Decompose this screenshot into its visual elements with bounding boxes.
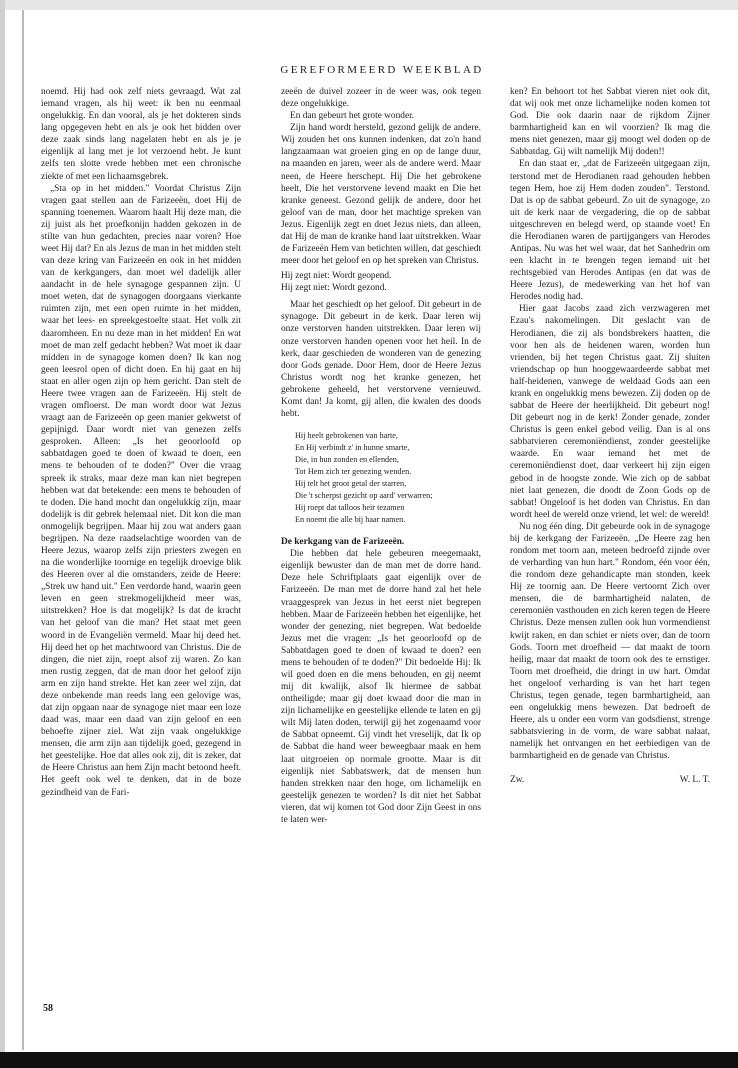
psalm-verse: [295, 430, 481, 526]
verse-line: Tot Hem zich ter genezing wenden.: [295, 467, 412, 477]
verse-line: Die 't scherpst gezicht op aard' verwarren;: [295, 491, 433, 501]
verse-line: Hij roept dat talloos heir tezamen: [295, 503, 405, 513]
page-number: 58: [43, 1003, 53, 1014]
scan-gutter-line: [22, 10, 24, 1050]
signature-line: [510, 774, 710, 786]
paragraph: noemd. Hij had ook zelf niets gevraagd. Wat zal iemand vragen, als hij weet: ik ben nu eenmaal ongelukkig. En dan vooral, als je het dokteren sinds lang opgegeven hebt en als je ook het bidden over deze zaak sinds lang nagelaten hebt en als je je eigenlijk al lang met je lot verzoend hebt. Je kunt zelfs ten slotte vrede hebben met een chronische ziekte of met een lichaamsgebrek.: [41, 87, 241, 182]
paragraph: Zijn hand wordt hersteld, gezond gelijk de andere. Wij zouden het ons kunnen indenken, dat zo'n hand langzaamaan wat groeien ging en op de lange duur, na maanden en jaren, weer als de andere werd. Maar neen, de Heere herschept. Hij Die het gebrokene heelt, Die het verstorvene levend maakt en Die het kranke geneest. Gezond gelijk de andere, door het geloof van de man, door het machtige spreken van Jezus. Eigenlijk zegt en doet Jezus niets, dan alleen, dat Hij de man de kranke hand laat uitstrekken. Waar de Farizeeën Hem van betichten willen, dat geschiedt meer door het geloof en op het spreken van Christus.: [281, 123, 481, 267]
verse-line: En noemt die alle bij haar namen.: [295, 515, 406, 525]
quote-line: Hij zegt niet: Wordt geopend.: [281, 271, 392, 282]
paragraph: Hier gaat Jacobs zaad zich verzwageren met Ezau's nakomelingen. Dit geslacht van de Herodianen, die zij als bondsbrekers haatten, die voor hen als de heidenen waren, worden hun vrienden, bij het tegen Christus gaat. Zij sluiten vriendschap op hun hooggewaardeerde sabbat met half-heidenen, vanwege de weldaad Gods aan een krank en ongelukkig mens bewezen. Zij doden op de sabbat de Heere der heerlijkheid. Dit gebeurt nog! Dit gebeurt nog in de kerk! Zonder genade, zonder Christus is geen enkel gebod veilig. Dan is al ons sabbatvieren ceremoniëndienst, zonder geestelijke waarde. En waar iemand het met de ceremoniëndienst doet, daar verkeert hij zijn eigen gebod in de hoogste zonde. Wie zich op de sabbat niet laat genezen, die doodt de Zoon Gods op de sabbat! Ongeloof is het doden van Christus. En dan wordt heel de wereld onze vriend, let wel: de wereld!: [510, 304, 710, 520]
paragraph: „Sta op in het midden." Voordat Christus Zijn vragen gaat stellen aan de Farizeeën, doet Hij de spanning toenemen. Waarom haalt Hij deze man, die zij juist als het proefkonijn hadden gekozen in de stilte van hun gedachten, precies naar voren? Hoe weet Hij dat? En als Jezus de man in het midden stelt van deze kring van Farizeeën en ook in het midden van de kerkgangers, dan moet wel dadelijk aller aandacht in de hele synagoge gespannen zijn. U moet weten, dat de synagogen doorgaans vierkante ruimten zijn, met een open ruimte in het midden, waar het lees- en spreekgestoelte staat. Het volk zit daaromheen. En nu deze man in het midden! En wat moet de man zelf gedacht hebben? Wat moet ik daar midden in de synagoge komen doen? Ik kan nog geen leesrol open of dicht doen. En hij gaat en hij staat en aller ogen zijn op hem gericht. Dan stelt de Heere twee vragen aan de Farizeeën. Hij stelt de vragen omfloerst. De man wordt door wat Jezus vraagt aan de Farizeeën op geen manier gekwetst of gepijnigd. Daar wordt niet van genezen zelfs gesproken. Alleen: „Is het geoorloofd op sabbatdagen goed te doen of kwaad te doen, een mens te behouden of te doden?" Over die vraag spreek ik straks, maar deze man kan niet begrepen hebben wat dat betekende: een mens te behouden of te doden. Die hand mocht dan ongelukkig zijn, maar dodelijk is dit gebrek helemaal niet. Dit kon die man onmogelijk begrijpen. Maar hij zou wat anders gaan begrijpen. Na deze raadselachtige woorden van de Heere Jezus, waarop zelfs zijn priesters zwegen en na die wonderlijke toornige en tegelijk droevige blik des Heeren over al die omstanders, zeide de Heere: „Strek uw hand uit." Een verdorde hand, waarin geen leven en geen strekmogelijkheid meer was, uitstrekken? Hoe is dat mogelijk? Is dat de kracht van het geloof van die man? Het staat met geen woord in de Evangeliën vermeld. Maar hij deed het. Hij deed het op het machtwoord van Christus. Die de dingen, die niet zijn, roept alsof zij waren. Zo kan men rustig zeggen, dat de man door het geloof zijn arm en zijn hand strekte. Het kan zeer wel zijn, dat deze onbekende man reeds lang een gelovige was, dat zijn opgaan naar de synagoge niet maar een loze daad was, maar een daad van zijn geloof en een behoefte zijner ziel. Wat zijn vaak ongelukkige mensen, die arm zijn aan tijdelijk goed, gezegend in het geestelijke. Hoe dat alles ook zij, dit is zeker, dat de Heere Christus aan hem Zijn macht betoond heeft. Het geeft ook wel te denken, dat in de boze gezindheid van de Fari-: [41, 183, 241, 798]
paragraph: Die hebben dat hele gebeuren meegemaakt, eigenlijk bewuster dan de man met de dorre hand. Deze hele Schriftplaats gaat eigenlijk over de Farizeeën. De man met de dorre hand zal het hele vraaggesprek van Jezus in het eerst niet begrepen hebben. Maar de Farizeeën hebben het eigenlijke, het wonder der genezing, niet begrepen. Wat bedoelde Jezus met die vragen: „Is het geoorloofd op de Sabbatdagen goed te doen of kwaad te doen? een mens te behouden of te doden?" Dit bedoelde Hij: Ik wil goed doen en die mens behouden, en gij neemt mij dit kwalijk, alsof Ik hiermee de sabbat ontheiligde; maar gij doet kwaad door die man in zijn lichamelijke en geestelijke ellende te laten en gij wilt Mij laten doden, terwijl gij het zogenaamd voor de Sabbat opneemt. Gij vindt het vreselijk, dat Ik op de Sabbat die hand weer beweegbaar maak en hem laat uitgroeien op normale grootte. Maar is dit eigenlijk niet Sabbatswerk, dat de mensen hun handen strekken naar den hoge, om lichamelijk en geestelijk genezen te worden? Is dit niet het Sabbat vieren, dat wij komen tot God door Zijn Geest in ons te laten wer-: [281, 549, 481, 825]
paragraph: En dan staat er, „dat de Farizeeën uitgegaan zijn, terstond met de Herodianen raad gehouden hebben tegen Hem, hoe zij Hem doden zouden". Terstond. Dat is op de sabbat gebeurd. Zo uit de synagoge, zo uit de kerk naar de vergadering, die op de sabbat uitgeschreven en belegd werd, op staande voet! En die Herodianen waren de partijgangers van Herodes Antipas. Nu was het wel waar, dat het Sanhedrin om een klacht in te brengen tegen iemand uit het rechtsgebied van Herodes Antipas (en dat was de Heere Jezus), de medewerking van het hof van Herodes nodig had.: [510, 159, 710, 303]
quote-line: Hij zegt niet: Wordt gezond.: [281, 283, 387, 294]
scan-top-edge: [0, 0, 738, 10]
section-heading: De kerkgang van de Farizeeën.: [281, 537, 405, 548]
column-3: [510, 86, 710, 786]
author-initials: W. L. T.: [679, 775, 710, 786]
paragraph: En dan gebeurt het grote wonder.: [290, 111, 415, 122]
column-1: [41, 86, 241, 799]
verse-line: Die, in hun zonden en ellenden,: [295, 455, 399, 465]
verse-line: Hij telt het groot getal der starren,: [295, 479, 407, 489]
paragraph: Nu nog één ding. Dit gebeurde ook in de synagoge bij de kerkgang der Farizeeën. „De Heere zag hen rondom met toorn aan, meteen bedroefd zijnde over de verharding van hun hart." Rondom, één voor één, die rondom deze gehandicapte man stonden, keek Hij ze toornig aan. De Heere vertoornt Zich over mensen, die de barmhartigheid nalaten, de ceremoniën vasthouden en zich keren tegen de Heere Christus. Deze mensen zullen ook hun vormendienst kwijt raken, en dan schiet er niets over, dan de toorn Gods. Toorn met droefheid — dat maakt de toorn heilig, maar dat maakt de toorn ook des te ernstiger. Toorn met droefheid, die dringt in uw hart. Omdat het ongeloof verharding is van het hart tegen Christus, tegen genade, tegen barmhartigheid, aan een ongelukkig mens bewezen. Dat bedroeft de Heere, als u onder een vorm van godsdienst, strenge sabbatsviering in de vorm, de ware sabbat nalaat, namelijk het ontvangen en het eerbiedigen van de barmhartigheid en de genade van Christus.: [510, 521, 710, 762]
place-abbreviation: Zw.: [510, 775, 525, 786]
paragraph: ken? En behoort tot het Sabbat vieren niet ook dit, dat wij ook met onze lichamelijke noden komen tot God. Die ook daarin naar de rijkdom Zijner barmhartigheid kan en wil voorzien? Ik mag die mens niet genezen, maar gij moogt wel doden op de Sabbatdag. Gij wilt namelijk Mij doden!!: [510, 87, 710, 158]
column-2: [281, 86, 481, 826]
paragraph: Maar het geschiedt op het geloof. Dit gebeurt in de synagoge. Dit gebeurt in de kerk. Daar leren wij onze verstorven handen uitstrekken. Daar leren wij onze verstorven handen openen voor het heil. In de kerk, daar geschieden de wonderen van de genezing door Gods genade. Door Hem, door de Heere Jezus Christus wordt nog het kranke genezen, het gebrokene geheeld, het verstorvene vernieuwd. Komt dan! Ja komt, gij allen, die kwalen des doods hebt.: [281, 300, 481, 420]
scan-left-edge: [0, 0, 5, 1068]
verse-line: En Hij verbindt z' in hunne smarte,: [295, 443, 410, 453]
scan-bottom-edge: [0, 1052, 738, 1068]
verse-line: Hij heelt gebrokenen van harte,: [295, 431, 398, 441]
quote-block: [281, 270, 481, 294]
running-header: GEREFORMEERD WEEKBLAD: [280, 64, 484, 76]
paragraph: zeeën de duivel zozeer in de weer was, ook tegen deze ongelukkige.: [281, 87, 481, 110]
